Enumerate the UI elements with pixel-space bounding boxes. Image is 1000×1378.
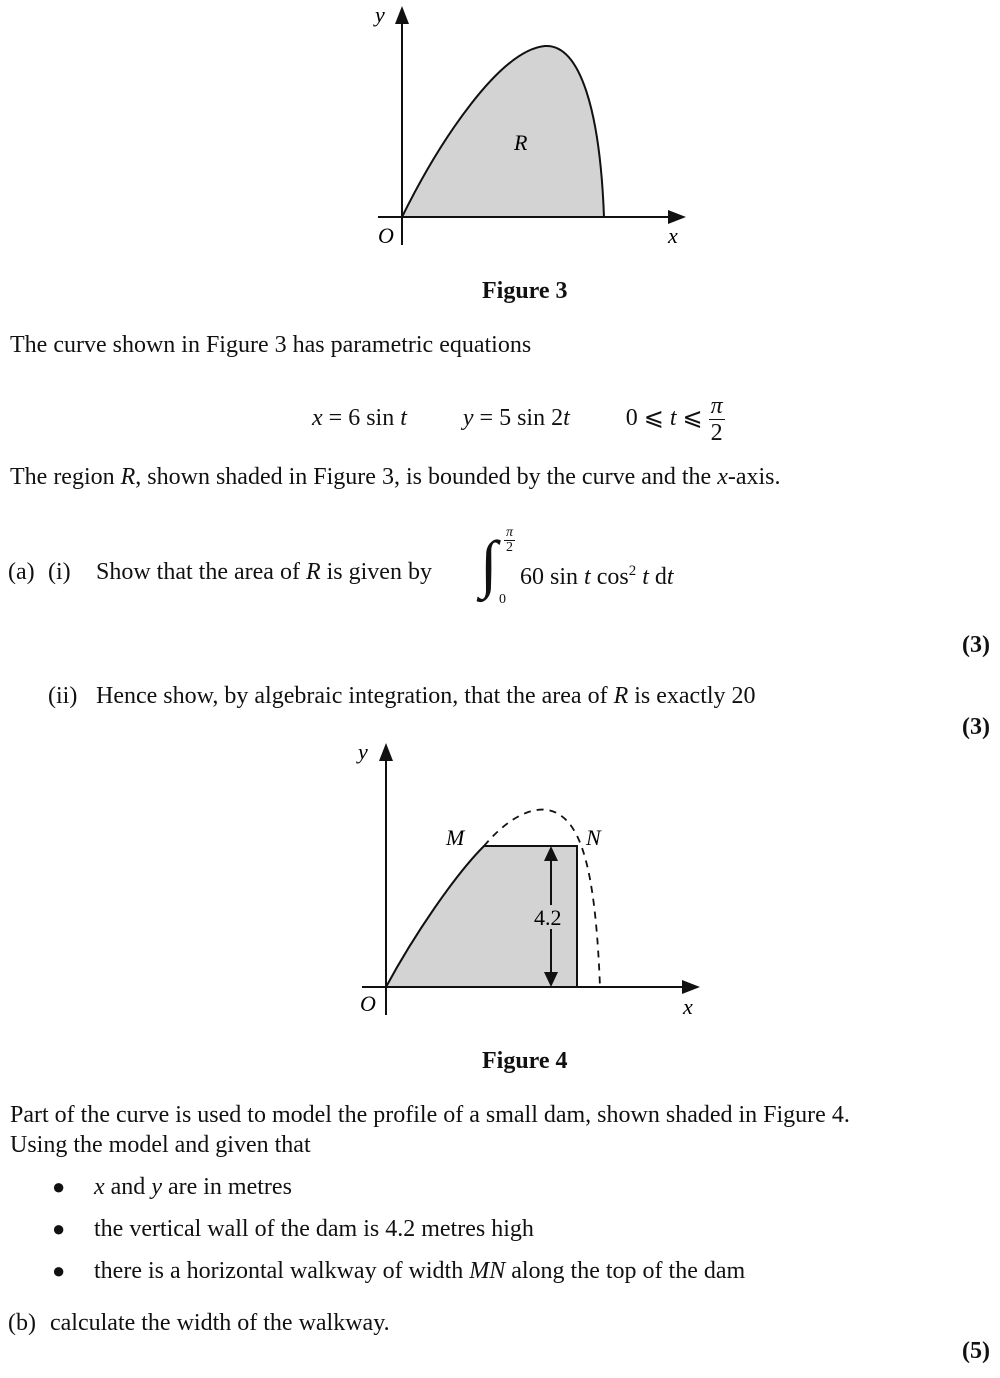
bullet-dot: ●	[52, 1174, 66, 1199]
region-r-shading	[402, 46, 604, 217]
parameter-range: 0 ⩽ t ⩽ $\frac{\pi}{2}$	[625, 392, 723, 446]
x-axis-arrow-fig4	[682, 980, 700, 994]
part-a-i-marks: (3)	[962, 632, 990, 658]
y-axis-arrow-fig3	[395, 6, 409, 24]
point-n-label: N	[586, 825, 601, 850]
upper-limit: $\frac{\pi}{2}$	[506, 525, 514, 555]
part-b-label: (b)	[8, 1310, 36, 1336]
lower-limit: 0	[499, 592, 506, 607]
y-axis-label-fig4: y	[358, 739, 368, 764]
bullet-1: ● x and y are in metres	[52, 1174, 292, 1200]
dam-text-line1: Part of the curve is used to model the profile of a small dam, shown shaded in Figure 4.	[10, 1102, 850, 1128]
part-b-marks: (5)	[962, 1338, 990, 1364]
x-axis-arrow-fig3	[668, 210, 686, 224]
y-equation: y = 5 sin 2t	[462, 405, 570, 431]
part-a-ii-text: Hence show, by algebraic integration, that the area of R is exactly 20	[96, 683, 756, 709]
x-equation: x = 6 sin t	[312, 405, 407, 431]
part-a-ii-label: (ii)	[48, 683, 78, 709]
part-a-i-label: (i)	[48, 559, 71, 585]
integral-expression	[480, 524, 740, 608]
y-axis-label-fig3: y	[375, 2, 385, 27]
part-a-ii-marks: (3)	[962, 714, 990, 740]
dam-text-line2: Using the model and given that	[10, 1132, 311, 1158]
figure-3-caption: Figure 3	[482, 278, 568, 304]
intro-text: The curve shown in Figure 3 has parametric equations	[10, 332, 532, 358]
origin-label-fig3: O	[378, 223, 394, 248]
x-axis-label-fig4: x	[683, 994, 693, 1019]
bullet-2: ● the vertical wall of the dam is 4.2 metres high	[52, 1216, 534, 1242]
region-label-r: R	[514, 130, 528, 155]
bullet-dot: ●	[52, 1216, 66, 1241]
integrand: 60 sin t $\cos^2 t$ dt	[520, 563, 674, 590]
figure-3-diagram	[0, 0, 1000, 270]
range-fraction: $\frac{\pi}{2}$	[710, 392, 723, 446]
part-a-i-text: Show that the area of R is given by	[96, 559, 432, 585]
integral-sign: ∫	[480, 528, 498, 599]
parametric-equations	[312, 388, 725, 448]
part-b-text: calculate the width of the walkway.	[50, 1310, 390, 1336]
bullet-dot: ●	[52, 1258, 66, 1283]
region-description: The region R, shown shaded in Figure 3, is bounded by the curve and the x-axis.	[10, 464, 781, 490]
part-a-label: (a)	[8, 559, 35, 585]
height-label: 4.2	[534, 905, 562, 930]
point-m-label: M	[446, 825, 465, 850]
figure-4-diagram	[0, 735, 1000, 1035]
bullet-3: ● there is a horizontal walkway of width MN along the top of the dam	[52, 1258, 746, 1284]
origin-label-fig4: O	[360, 991, 376, 1016]
y-axis-arrow-fig4	[379, 743, 393, 761]
figure-4-caption: Figure 4	[482, 1048, 568, 1074]
x-axis-label-fig3: x	[668, 223, 678, 248]
